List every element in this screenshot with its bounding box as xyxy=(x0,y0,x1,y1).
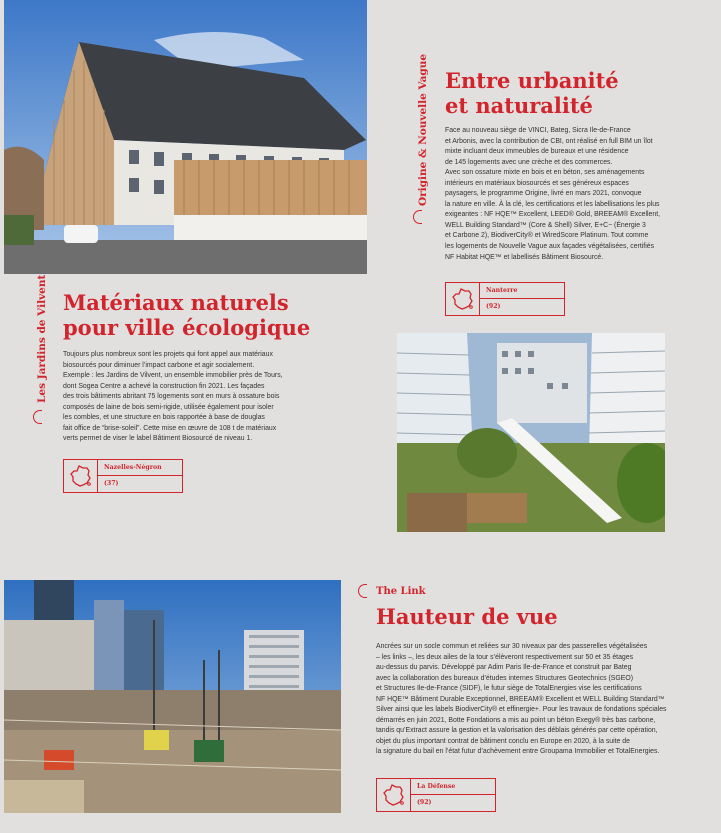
kicker-link: The Link xyxy=(376,586,426,597)
body-text-link xyxy=(376,642,706,758)
heading-line: et naturalité xyxy=(445,93,593,118)
france-map-icon xyxy=(377,779,411,811)
text-line: avec la collaboration des bureaux d’études internes Structures Geotechnics (SGEO) xyxy=(376,674,634,682)
text-line: la signature du bail en l’état futur d’achèvement entre Groupama Immobilier et TotalEnergies. xyxy=(376,748,660,756)
text-line: fait office de “brise-soleil”. Cette mise en œuvre de 108 t de matériaux xyxy=(63,424,277,432)
text-line: démarrés en juin 2021, Botte Fondations a mis au point un béton Exegy® très bas carbone, xyxy=(376,716,656,724)
text-line: Ancrées sur un socle commun et reliées sur 30 niveaux par des passerelles végétalisées xyxy=(376,643,648,650)
text-line: les combles, et une structure en bois rapportée à base de douglas xyxy=(63,414,265,422)
text-line: exigeantes : NF HQE™ Excellent, LEED® Gold, BREEAM® Excellent, xyxy=(445,211,661,219)
text-line: les logements de Nouvelle Vague aux façades végétalisées, certifiés xyxy=(445,243,655,251)
location-city: La Défense xyxy=(411,779,495,795)
vertical-title-origine: Origine & Nouvelle Vague xyxy=(417,53,429,206)
text-line: et Structures Ile-de-France (SIDF), le futur siège de TotalEnergies vise les certifications xyxy=(376,685,642,693)
text-line: et Carbone 2), BiodiverCity® et WiredScore Platinum. Tout comme xyxy=(445,232,649,240)
text-line: au-dessus du parvis. Développé par Adim Paris Ile-de-France et construit par Bateg xyxy=(376,664,632,672)
text-line: Avec son ossature mixte en bois et en béton, ses aménagements xyxy=(445,169,645,177)
text-line: objet du plus important contrat de bâtiment conclu en Europe en 2020, à la suite de xyxy=(376,737,630,745)
location-city: Nanterre xyxy=(480,283,564,299)
heading-line: Matériaux naturels xyxy=(63,290,289,315)
photo-origine-courtyard xyxy=(397,333,665,532)
heading-line: pour ville écologique xyxy=(63,315,311,340)
text-line: intérieurs en matériaux biosourcés et ses généreux espaces xyxy=(445,179,629,187)
text-line: biosourcés pour diminuer l’impact carbone et agir socialement. xyxy=(63,361,255,369)
location-city: Nazelles-Négron xyxy=(98,460,182,476)
text-line: et Arbonis, avec la contribution de CBI, ont réalisé en full BIM un îlot xyxy=(445,137,653,145)
text-line: NF Habitat HQE™ et labellisés Bâtiment Biosourcé. xyxy=(445,253,604,261)
text-line: paysagers, le programme Origine, livré en mars 2021, convoque xyxy=(445,190,642,198)
body-text-origine xyxy=(445,126,695,263)
heading-vilvent xyxy=(63,290,363,340)
text-line: Exemple : les Jardins de Vilvent, un ensemble immobilier près de Tours, xyxy=(63,372,283,380)
text-line: – les links –, les deux ailes de la tour s’élèveront respectivement sur 50 et 35 étages xyxy=(376,653,634,661)
text-line: Silver ainsi que les labels BiodiverCity® et effinergie+. Pour les travaux de fondations spéciales xyxy=(376,706,667,714)
location-dept: (92) xyxy=(417,799,432,806)
text-line: Toujours plus nombreux sont les projets qui font appel aux matériaux xyxy=(63,351,273,358)
heading-origine xyxy=(445,68,715,118)
red-bracket-mark xyxy=(33,410,42,424)
heading-line: Entre urbanité xyxy=(445,68,619,93)
location-card-vilvent xyxy=(63,459,183,493)
text-line: la nature en ville. À la clé, les certifications et les labellisations les plus xyxy=(445,200,660,208)
text-line: des trois bâtiments abritant 75 logements sont en murs à ossature bois xyxy=(63,393,280,401)
location-card-origine xyxy=(445,282,565,316)
vertical-title-vilvent: Les Jardins de Vilvent xyxy=(36,274,48,403)
heading-link xyxy=(376,604,676,629)
text-line: WELL Building Standard™ (Core & Shell) Silver, E+C− (Énergie 3 xyxy=(445,221,646,229)
photo-link-construction xyxy=(4,580,341,813)
text-line: de 145 logements avec une crèche et des commerces. xyxy=(445,158,613,166)
text-line: tandis qu’Extract assure la gestion et la valorisation des déblais générés par cette opération, xyxy=(376,727,658,735)
location-dept: (37) xyxy=(104,480,119,487)
france-map-icon xyxy=(446,283,480,315)
red-bracket-mark xyxy=(413,210,422,224)
text-line: verts permet de viser le label Bâtiment Biosourcé de niveau 1. xyxy=(63,435,253,443)
location-card-link xyxy=(376,778,496,812)
location-dept: (92) xyxy=(486,303,501,310)
text-line: mixte incluant deux immeubles de bureaux et une résidence xyxy=(445,148,629,156)
text-line: composés de laine de bois semi-rigide, utilisée également pour isoler xyxy=(63,403,274,411)
body-text-vilvent xyxy=(63,350,313,445)
text-line: NF HQE™ Bâtiment Durable Exceptionnel, BREEAM® Excellent et WELL Building Standard™ xyxy=(376,695,665,703)
text-line: dont Sogea Centre a achevé la construction fin 2021. Les façades xyxy=(63,382,265,390)
heading-line: Hauteur de vue xyxy=(376,604,558,629)
france-map-icon xyxy=(64,460,98,492)
photo-vilvent-building xyxy=(4,0,367,274)
text-line: Face au nouveau siège de VINCI, Bateg, Sicra Ile-de-France xyxy=(445,127,631,134)
red-bracket-mark xyxy=(358,584,367,598)
